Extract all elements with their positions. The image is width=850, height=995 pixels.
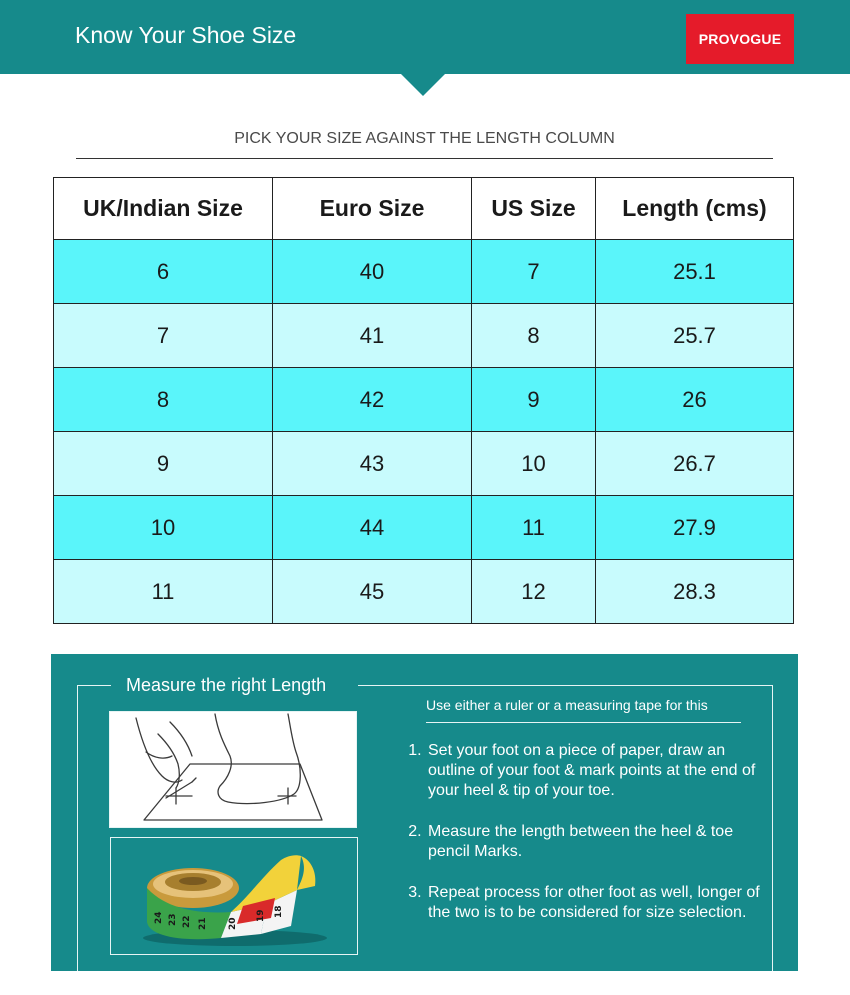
table-row bbox=[54, 496, 794, 560]
cell-euro: 45 bbox=[273, 560, 472, 624]
cell-uk: 11 bbox=[54, 560, 273, 624]
cell-uk: 8 bbox=[54, 368, 273, 432]
step-item: 3. Repeat process for other foot as well, longer of the two is to be considered for size selection. bbox=[426, 883, 776, 923]
cell-us: 12 bbox=[472, 560, 596, 624]
size-chart-table bbox=[53, 177, 794, 624]
divider bbox=[76, 158, 773, 159]
table-instruction: PICK YOUR SIZE AGAINST THE LENGTH COLUMN bbox=[234, 130, 615, 147]
measure-heading: Measure the right Length bbox=[126, 675, 327, 695]
cell-euro: 40 bbox=[273, 240, 472, 304]
frame-line-left bbox=[77, 685, 78, 971]
column-header-length: Length (cms) bbox=[596, 178, 794, 240]
step-item: 2. Measure the length between the heel & toe pencil Marks. bbox=[426, 822, 776, 862]
header-bar bbox=[0, 0, 850, 74]
cell-us: 10 bbox=[472, 432, 596, 496]
brand-logo[interactable]: PROVOGUE bbox=[686, 14, 794, 64]
foot-outline-illustration bbox=[109, 711, 357, 828]
foot-drawing-icon bbox=[110, 712, 356, 827]
tape-number: 23 bbox=[168, 913, 178, 926]
cell-euro: 43 bbox=[273, 432, 472, 496]
tape-number: 24 bbox=[154, 911, 164, 924]
cell-uk: 7 bbox=[54, 304, 273, 368]
cell-euro: 41 bbox=[273, 304, 472, 368]
cell-length: 26 bbox=[596, 368, 794, 432]
divider bbox=[426, 722, 741, 723]
cell-us: 8 bbox=[472, 304, 596, 368]
tape-number: 18 bbox=[274, 905, 284, 918]
cell-us: 9 bbox=[472, 368, 596, 432]
measure-steps-list bbox=[400, 741, 776, 944]
cell-us: 7 bbox=[472, 240, 596, 304]
cell-length: 27.9 bbox=[596, 496, 794, 560]
header-notch bbox=[400, 73, 446, 96]
cell-length: 28.3 bbox=[596, 560, 794, 624]
cell-uk: 10 bbox=[54, 496, 273, 560]
table-row bbox=[54, 304, 794, 368]
column-header-euro: Euro Size bbox=[273, 178, 472, 240]
page-title: Know Your Shoe Size bbox=[75, 22, 297, 48]
frame-line-top-left bbox=[77, 685, 111, 686]
tape-number: 21 bbox=[198, 917, 208, 930]
tape-number: 22 bbox=[182, 915, 192, 928]
tape-number: 19 bbox=[256, 909, 266, 922]
cell-euro: 44 bbox=[273, 496, 472, 560]
cell-length: 25.1 bbox=[596, 240, 794, 304]
table-row bbox=[54, 432, 794, 496]
table-header-row bbox=[54, 178, 794, 240]
step-item: 1. Set your foot on a piece of paper, draw an outline of your foot & mark points at the end of your heel & tip of your toe. bbox=[426, 741, 776, 801]
cell-length: 26.7 bbox=[596, 432, 794, 496]
table-row bbox=[54, 560, 794, 624]
frame-line-top-right bbox=[358, 685, 773, 686]
column-header-us: US Size bbox=[472, 178, 596, 240]
column-header-uk: UK/Indian Size bbox=[54, 178, 273, 240]
cell-uk: 9 bbox=[54, 432, 273, 496]
measuring-tape-image bbox=[110, 837, 358, 955]
measuring-tape-icon bbox=[111, 838, 357, 954]
cell-uk: 6 bbox=[54, 240, 273, 304]
table-row bbox=[54, 368, 794, 432]
table-row bbox=[54, 240, 794, 304]
tape-number: 20 bbox=[228, 917, 238, 930]
measure-tip: Use either a ruler or a measuring tape for this bbox=[426, 697, 708, 713]
cell-us: 11 bbox=[472, 496, 596, 560]
cell-length: 25.7 bbox=[596, 304, 794, 368]
cell-euro: 42 bbox=[273, 368, 472, 432]
